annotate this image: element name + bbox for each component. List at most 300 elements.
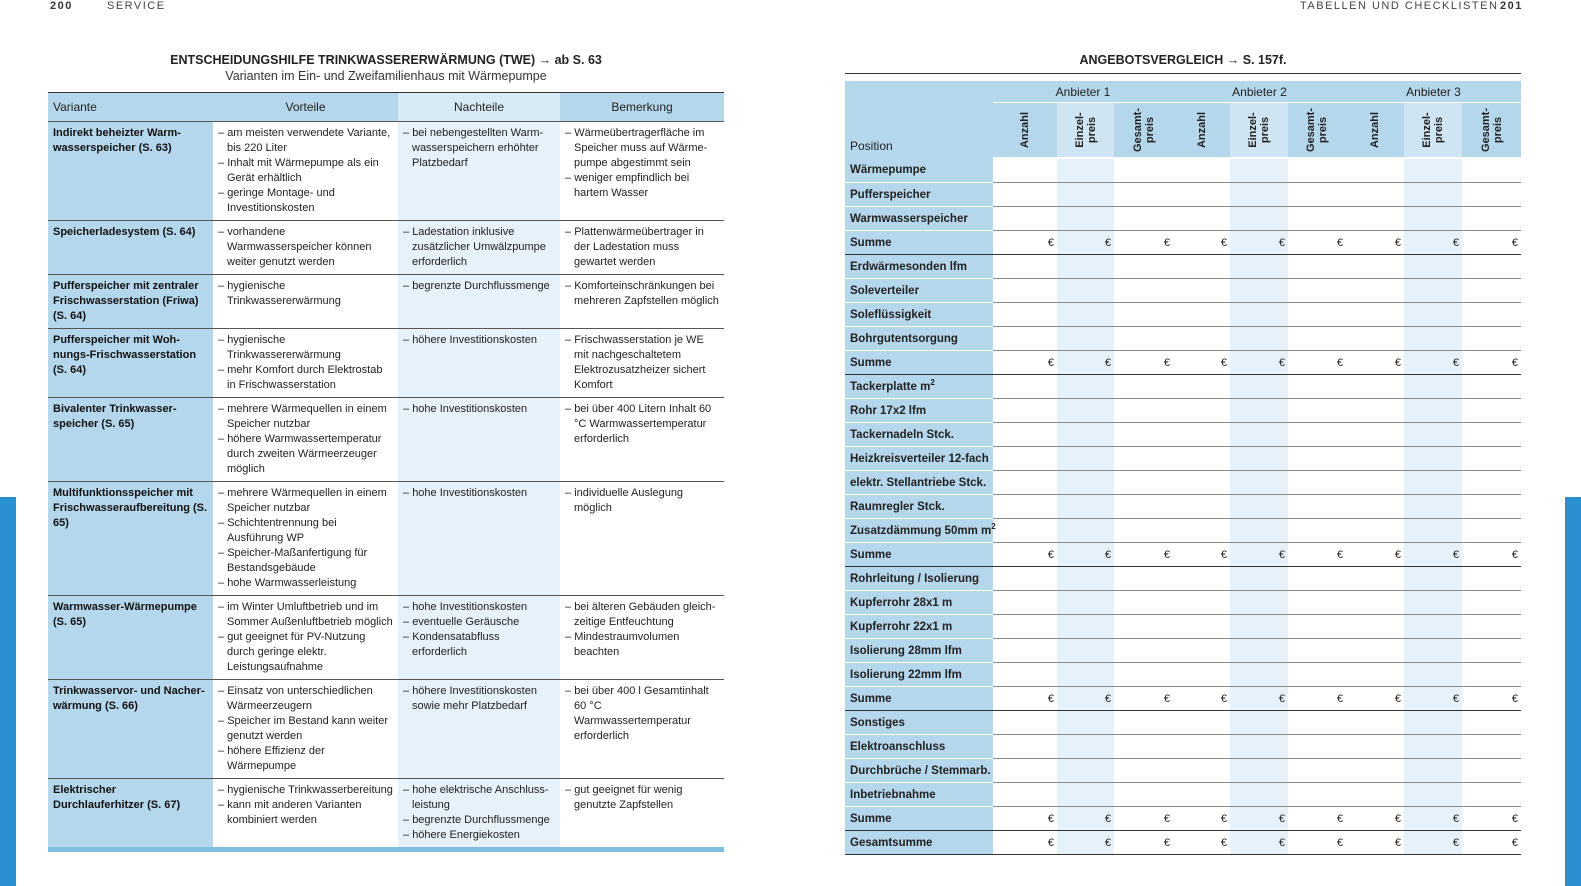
position-label <box>845 375 993 399</box>
entry-cell[interactable] <box>1114 783 1173 807</box>
entry-cell[interactable] <box>993 447 1057 471</box>
entry-cell[interactable] <box>1057 567 1114 591</box>
entry-cell[interactable] <box>1346 423 1404 447</box>
entry-cell[interactable] <box>1462 303 1521 327</box>
entry-cell[interactable] <box>1404 375 1462 399</box>
anbieter-header-3: Anbieter 3 <box>1346 81 1521 103</box>
entry-cell[interactable] <box>1230 735 1288 759</box>
entry-cell[interactable] <box>1114 711 1173 735</box>
position-label <box>845 399 993 423</box>
entry-cell[interactable] <box>1173 567 1230 591</box>
position-row <box>845 207 1521 231</box>
entry-cell[interactable] <box>1288 495 1346 519</box>
entry-cell[interactable] <box>1288 759 1346 783</box>
entry-cell[interactable] <box>1230 158 1288 183</box>
entry-cell[interactable] <box>1346 207 1404 231</box>
sum-cell[interactable]: € <box>1173 687 1230 711</box>
entry-cell[interactable] <box>1230 183 1288 207</box>
entry-cell[interactable] <box>1173 639 1230 663</box>
entry-cell[interactable] <box>1462 783 1521 807</box>
position-row <box>845 783 1521 807</box>
sum-cell[interactable]: € <box>1346 831 1404 855</box>
sum-cell[interactable]: € <box>1173 831 1230 855</box>
entry-cell[interactable] <box>1057 735 1114 759</box>
entry-cell[interactable] <box>1404 735 1462 759</box>
entry-cell[interactable] <box>993 783 1057 807</box>
entry-cell[interactable] <box>1230 207 1288 231</box>
entry-cell[interactable] <box>1404 591 1462 615</box>
angebot-top-rule <box>845 73 1521 74</box>
entry-cell[interactable] <box>1288 183 1346 207</box>
entry-cell[interactable] <box>1404 567 1462 591</box>
bemerkung-cell <box>560 482 724 596</box>
entry-cell[interactable] <box>1173 158 1230 183</box>
sum-cell[interactable]: € <box>1462 543 1521 567</box>
entry-cell[interactable] <box>1230 471 1288 495</box>
entry-cell[interactable] <box>993 327 1057 351</box>
entry-cell[interactable] <box>1173 375 1230 399</box>
entry-cell[interactable] <box>1173 279 1230 303</box>
sum-cell[interactable]: € <box>1173 231 1230 255</box>
entry-cell[interactable] <box>993 399 1057 423</box>
entry-cell[interactable] <box>993 183 1057 207</box>
sum-cell[interactable]: € <box>1173 807 1230 831</box>
sum-cell[interactable]: € <box>1114 687 1173 711</box>
entry-cell[interactable] <box>1346 375 1404 399</box>
entry-cell[interactable] <box>993 375 1057 399</box>
entry-cell[interactable] <box>1462 567 1521 591</box>
entry-cell[interactable] <box>1346 639 1404 663</box>
list-item: – Speicher-Maßanfertigung für Bestandsgebäude <box>218 546 393 576</box>
position-label-text: Durchbrüche / Stemmarb. <box>850 764 991 777</box>
position-label-text: Gesamtsumme <box>850 836 933 849</box>
position-label <box>845 759 993 783</box>
entry-cell[interactable] <box>1346 447 1404 471</box>
entry-cell[interactable] <box>1346 471 1404 495</box>
entry-cell[interactable] <box>1173 495 1230 519</box>
sum-row <box>845 807 1521 831</box>
entry-cell[interactable] <box>1173 519 1230 543</box>
entry-cell[interactable] <box>1114 567 1173 591</box>
entry-cell[interactable] <box>1114 639 1173 663</box>
entry-cell[interactable] <box>1057 591 1114 615</box>
entry-cell[interactable] <box>1230 399 1288 423</box>
entry-cell[interactable] <box>1462 735 1521 759</box>
entry-cell[interactable] <box>1173 255 1230 279</box>
entry-cell[interactable] <box>1173 447 1230 471</box>
entry-cell[interactable] <box>1346 158 1404 183</box>
entry-cell[interactable] <box>1404 279 1462 303</box>
entry-cell[interactable] <box>1230 495 1288 519</box>
position-row <box>845 158 1521 183</box>
entry-cell[interactable] <box>1057 375 1114 399</box>
entry-cell[interactable] <box>1057 495 1114 519</box>
entry-cell[interactable] <box>1173 183 1230 207</box>
entry-cell[interactable] <box>1173 423 1230 447</box>
bemerkung-cell <box>560 122 724 221</box>
entry-cell[interactable] <box>1288 303 1346 327</box>
entry-cell[interactable] <box>1114 519 1173 543</box>
entry-cell[interactable] <box>993 591 1057 615</box>
entry-cell[interactable] <box>1230 279 1288 303</box>
entry-cell[interactable] <box>1288 279 1346 303</box>
sum-cell[interactable]: € <box>1346 687 1404 711</box>
sum-cell[interactable]: € <box>1114 807 1173 831</box>
variante-cell: Indirekt beheizter Warmwasserspeicher (S. 63) <box>48 122 213 221</box>
entry-cell[interactable] <box>1288 567 1346 591</box>
entry-cell[interactable] <box>1346 759 1404 783</box>
entry-cell[interactable] <box>1462 495 1521 519</box>
entry-cell[interactable] <box>1346 279 1404 303</box>
sum-cell[interactable]: € <box>1230 543 1288 567</box>
entry-cell[interactable] <box>1462 375 1521 399</box>
entry-cell[interactable] <box>1462 591 1521 615</box>
entry-cell[interactable] <box>1288 255 1346 279</box>
entry-cell[interactable] <box>1288 471 1346 495</box>
entry-cell[interactable] <box>993 759 1057 783</box>
entry-cell[interactable] <box>1288 207 1346 231</box>
sum-cell[interactable]: € <box>1462 807 1521 831</box>
sum-cell[interactable]: € <box>1462 231 1521 255</box>
entry-cell[interactable] <box>1462 471 1521 495</box>
sum-cell[interactable]: € <box>1288 807 1346 831</box>
entry-cell[interactable] <box>1288 375 1346 399</box>
entry-cell[interactable] <box>993 207 1057 231</box>
sum-cell[interactable]: € <box>1462 351 1521 375</box>
sum-cell[interactable]: € <box>1346 351 1404 375</box>
entry-cell[interactable] <box>993 567 1057 591</box>
entry-cell[interactable] <box>1057 447 1114 471</box>
entry-cell[interactable] <box>1288 663 1346 687</box>
entry-cell[interactable] <box>993 615 1057 639</box>
sum-cell[interactable]: € <box>1288 687 1346 711</box>
entry-cell[interactable] <box>1114 759 1173 783</box>
entry-cell[interactable] <box>1404 615 1462 639</box>
entry-cell[interactable] <box>1462 207 1521 231</box>
entry-cell[interactable] <box>1114 375 1173 399</box>
vorteile-list <box>218 333 393 393</box>
entry-cell[interactable] <box>1114 255 1173 279</box>
entry-cell[interactable] <box>1173 783 1230 807</box>
entry-cell[interactable] <box>1057 255 1114 279</box>
list-item: – Schichtentrennung bei Ausführung WP <box>218 516 393 546</box>
entry-cell[interactable] <box>1057 615 1114 639</box>
sum-cell[interactable]: € <box>1114 351 1173 375</box>
list-item: – weniger empfindlich bei hartem Wasser <box>565 171 719 201</box>
entry-cell[interactable] <box>1288 158 1346 183</box>
entry-cell[interactable] <box>1346 591 1404 615</box>
entry-cell[interactable] <box>1288 783 1346 807</box>
entry-cell[interactable] <box>993 663 1057 687</box>
entry-cell[interactable] <box>1404 183 1462 207</box>
entry-cell[interactable] <box>1230 375 1288 399</box>
entry-cell[interactable] <box>1230 447 1288 471</box>
entry-cell[interactable] <box>1114 591 1173 615</box>
sum-cell[interactable]: € <box>993 807 1057 831</box>
entry-cell[interactable] <box>1462 399 1521 423</box>
vorteile-list <box>218 684 393 774</box>
list-item: – Inhalt mit Wärmepumpe als ein Gerät erhältlich <box>218 156 393 186</box>
entry-cell[interactable] <box>1404 783 1462 807</box>
entry-cell[interactable] <box>1173 303 1230 327</box>
sum-cell[interactable]: € <box>1462 687 1521 711</box>
twe-table-row <box>48 221 724 275</box>
sum-cell[interactable]: € <box>1057 687 1114 711</box>
entry-cell[interactable] <box>1173 591 1230 615</box>
entry-cell[interactable] <box>1230 423 1288 447</box>
entry-cell[interactable] <box>1057 759 1114 783</box>
entry-cell[interactable] <box>1346 495 1404 519</box>
entry-cell[interactable] <box>1462 158 1521 183</box>
entry-cell[interactable] <box>1346 183 1404 207</box>
entry-cell[interactable] <box>1173 735 1230 759</box>
entry-cell[interactable] <box>993 471 1057 495</box>
sum-cell[interactable]: € <box>1346 231 1404 255</box>
bemerkung-cell <box>560 596 724 680</box>
sum-cell[interactable]: € <box>1462 831 1521 855</box>
entry-cell[interactable] <box>1057 399 1114 423</box>
sum-cell[interactable]: € <box>1173 543 1230 567</box>
entry-cell[interactable] <box>1404 255 1462 279</box>
sum-cell[interactable]: € <box>1404 351 1462 375</box>
sum-cell[interactable]: € <box>1230 351 1288 375</box>
entry-cell[interactable] <box>1230 711 1288 735</box>
sum-cell[interactable]: € <box>1230 687 1288 711</box>
entry-cell[interactable] <box>1230 591 1288 615</box>
sum-cell[interactable]: € <box>1230 807 1288 831</box>
entry-cell[interactable] <box>1288 519 1346 543</box>
subcolumn-header <box>1462 103 1521 159</box>
sum-cell[interactable]: € <box>1404 687 1462 711</box>
entry-cell[interactable] <box>1114 158 1173 183</box>
entry-cell[interactable] <box>1404 639 1462 663</box>
entry-cell[interactable] <box>1173 663 1230 687</box>
entry-cell[interactable] <box>1114 207 1173 231</box>
entry-cell[interactable] <box>1173 207 1230 231</box>
entry-cell[interactable] <box>1114 303 1173 327</box>
sum-cell[interactable]: € <box>1288 831 1346 855</box>
sum-cell[interactable]: € <box>1057 351 1114 375</box>
sum-cell[interactable]: € <box>993 543 1057 567</box>
entry-cell[interactable] <box>1404 327 1462 351</box>
entry-cell[interactable] <box>1230 303 1288 327</box>
entry-cell[interactable] <box>1114 471 1173 495</box>
entry-cell[interactable] <box>1230 567 1288 591</box>
entry-cell[interactable] <box>1057 423 1114 447</box>
entry-cell[interactable] <box>1114 663 1173 687</box>
bemerkung-cell <box>560 680 724 779</box>
entry-cell[interactable] <box>1346 735 1404 759</box>
entry-cell[interactable] <box>1230 759 1288 783</box>
sum-cell[interactable]: € <box>1230 831 1288 855</box>
entry-cell[interactable] <box>1057 207 1114 231</box>
sum-cell[interactable]: € <box>1288 351 1346 375</box>
sum-cell[interactable]: € <box>1173 351 1230 375</box>
entry-cell[interactable] <box>1230 615 1288 639</box>
entry-cell[interactable] <box>1462 255 1521 279</box>
entry-cell[interactable] <box>1114 615 1173 639</box>
bemerkung-cell <box>560 329 724 398</box>
entry-cell[interactable] <box>1346 711 1404 735</box>
entry-cell[interactable] <box>1346 519 1404 543</box>
entry-cell[interactable] <box>1288 399 1346 423</box>
entry-cell[interactable] <box>993 158 1057 183</box>
entry-cell[interactable] <box>1057 279 1114 303</box>
entry-cell[interactable] <box>1057 471 1114 495</box>
sum-cell[interactable]: € <box>1230 231 1288 255</box>
position-label <box>845 279 993 303</box>
entry-cell[interactable] <box>993 303 1057 327</box>
entry-cell[interactable] <box>1288 327 1346 351</box>
entry-cell[interactable] <box>1462 519 1521 543</box>
list-item: – hohe Investitionskosten <box>403 600 555 615</box>
position-label-text: Wärmepumpe <box>850 164 927 176</box>
entry-cell[interactable] <box>1057 783 1114 807</box>
subcolumn-label: Anzahl <box>1195 111 1208 149</box>
entry-cell[interactable] <box>1173 327 1230 351</box>
sum-cell[interactable]: € <box>1404 231 1462 255</box>
sum-cell[interactable]: € <box>993 831 1057 855</box>
entry-cell[interactable] <box>1404 399 1462 423</box>
entry-cell[interactable] <box>1462 711 1521 735</box>
entry-cell[interactable] <box>1462 183 1521 207</box>
entry-cell[interactable] <box>1173 759 1230 783</box>
sum-cell[interactable]: € <box>1404 543 1462 567</box>
entry-cell[interactable] <box>1346 303 1404 327</box>
entry-cell[interactable] <box>1230 519 1288 543</box>
entry-cell[interactable] <box>1288 711 1346 735</box>
entry-cell[interactable] <box>1404 158 1462 183</box>
entry-cell[interactable] <box>1057 303 1114 327</box>
entry-cell[interactable] <box>1404 663 1462 687</box>
entry-cell[interactable] <box>1230 663 1288 687</box>
sum-cell[interactable]: € <box>1288 543 1346 567</box>
entry-cell[interactable] <box>1057 327 1114 351</box>
entry-cell[interactable] <box>1346 255 1404 279</box>
entry-cell[interactable] <box>1346 615 1404 639</box>
entry-cell[interactable] <box>1288 591 1346 615</box>
entry-cell[interactable] <box>1173 399 1230 423</box>
entry-cell[interactable] <box>1288 423 1346 447</box>
entry-cell[interactable] <box>1288 447 1346 471</box>
entry-cell[interactable] <box>1462 279 1521 303</box>
entry-cell[interactable] <box>1346 663 1404 687</box>
position-row <box>845 591 1521 615</box>
sum-cell[interactable]: € <box>1346 807 1404 831</box>
entry-cell[interactable] <box>1288 639 1346 663</box>
entry-cell[interactable] <box>1114 327 1173 351</box>
entry-cell[interactable] <box>1346 783 1404 807</box>
sum-cell[interactable]: € <box>993 687 1057 711</box>
entry-cell[interactable] <box>1462 663 1521 687</box>
entry-cell[interactable] <box>1057 158 1114 183</box>
entry-cell[interactable] <box>1288 615 1346 639</box>
entry-cell[interactable] <box>1404 519 1462 543</box>
sum-cell[interactable]: € <box>993 231 1057 255</box>
position-label-text: Summe <box>850 548 892 561</box>
entry-cell[interactable] <box>1057 639 1114 663</box>
entry-cell[interactable] <box>1057 183 1114 207</box>
entry-cell[interactable] <box>1057 519 1114 543</box>
entry-cell[interactable] <box>1057 711 1114 735</box>
entry-cell[interactable] <box>1173 711 1230 735</box>
entry-cell[interactable] <box>1404 447 1462 471</box>
entry-cell[interactable] <box>1114 735 1173 759</box>
sum-cell[interactable]: € <box>1057 543 1114 567</box>
sum-cell[interactable]: € <box>1114 831 1173 855</box>
entry-cell[interactable] <box>1462 327 1521 351</box>
sum-cell[interactable]: € <box>1057 831 1114 855</box>
entry-cell[interactable] <box>1404 423 1462 447</box>
entry-cell[interactable] <box>1057 663 1114 687</box>
variante-cell: Multifunktionsspeicher mit Frischwasseraufbereitung (S. 65) <box>48 482 213 596</box>
entry-cell[interactable] <box>993 735 1057 759</box>
list-item: – Mindestraumvolumen beachten <box>565 630 719 660</box>
entry-cell[interactable] <box>1114 447 1173 471</box>
entry-cell[interactable] <box>993 279 1057 303</box>
entry-cell[interactable] <box>993 255 1057 279</box>
left-edge-tab <box>0 497 16 886</box>
list-item: – kann mit anderen Varianten kombiniert werden <box>218 798 393 828</box>
entry-cell[interactable] <box>1230 255 1288 279</box>
sum-cell[interactable]: € <box>1404 807 1462 831</box>
entry-cell[interactable] <box>1114 183 1173 207</box>
entry-cell[interactable] <box>1462 759 1521 783</box>
entry-cell[interactable] <box>1404 495 1462 519</box>
sum-cell[interactable]: € <box>1404 831 1462 855</box>
entry-cell[interactable] <box>1462 639 1521 663</box>
entry-cell[interactable] <box>1230 783 1288 807</box>
entry-cell[interactable] <box>993 423 1057 447</box>
sum-cell[interactable]: € <box>993 351 1057 375</box>
entry-cell[interactable] <box>1114 495 1173 519</box>
entry-cell[interactable] <box>1173 471 1230 495</box>
entry-cell[interactable] <box>1404 711 1462 735</box>
sum-cell[interactable]: € <box>1346 543 1404 567</box>
entry-cell[interactable] <box>1173 615 1230 639</box>
entry-cell[interactable] <box>1346 327 1404 351</box>
entry-cell[interactable] <box>1288 735 1346 759</box>
entry-cell[interactable] <box>993 639 1057 663</box>
entry-cell[interactable] <box>1404 471 1462 495</box>
entry-cell[interactable] <box>1404 759 1462 783</box>
sum-cell[interactable]: € <box>1114 543 1173 567</box>
entry-cell[interactable] <box>993 711 1057 735</box>
entry-cell[interactable] <box>1230 639 1288 663</box>
entry-cell[interactable] <box>1346 567 1404 591</box>
sum-cell[interactable]: € <box>1288 231 1346 255</box>
position-row <box>845 303 1521 327</box>
entry-cell[interactable] <box>1114 279 1173 303</box>
entry-cell[interactable] <box>1114 399 1173 423</box>
twe-table-row <box>48 596 724 680</box>
entry-cell[interactable] <box>1230 327 1288 351</box>
entry-cell[interactable] <box>1114 423 1173 447</box>
entry-cell[interactable] <box>1462 447 1521 471</box>
sum-cell[interactable]: € <box>1057 807 1114 831</box>
sum-cell[interactable]: € <box>1057 231 1114 255</box>
entry-cell[interactable] <box>1462 615 1521 639</box>
sum-cell[interactable]: € <box>1114 231 1173 255</box>
entry-cell[interactable] <box>1404 303 1462 327</box>
angebot-header-row-anbieter <box>845 81 1521 103</box>
entry-cell[interactable] <box>993 495 1057 519</box>
entry-cell[interactable] <box>993 519 1057 543</box>
entry-cell[interactable] <box>1462 423 1521 447</box>
entry-cell[interactable] <box>1404 207 1462 231</box>
entry-cell[interactable] <box>1346 399 1404 423</box>
list-item: – hohe elektrische Anschlussleistung <box>403 783 555 813</box>
